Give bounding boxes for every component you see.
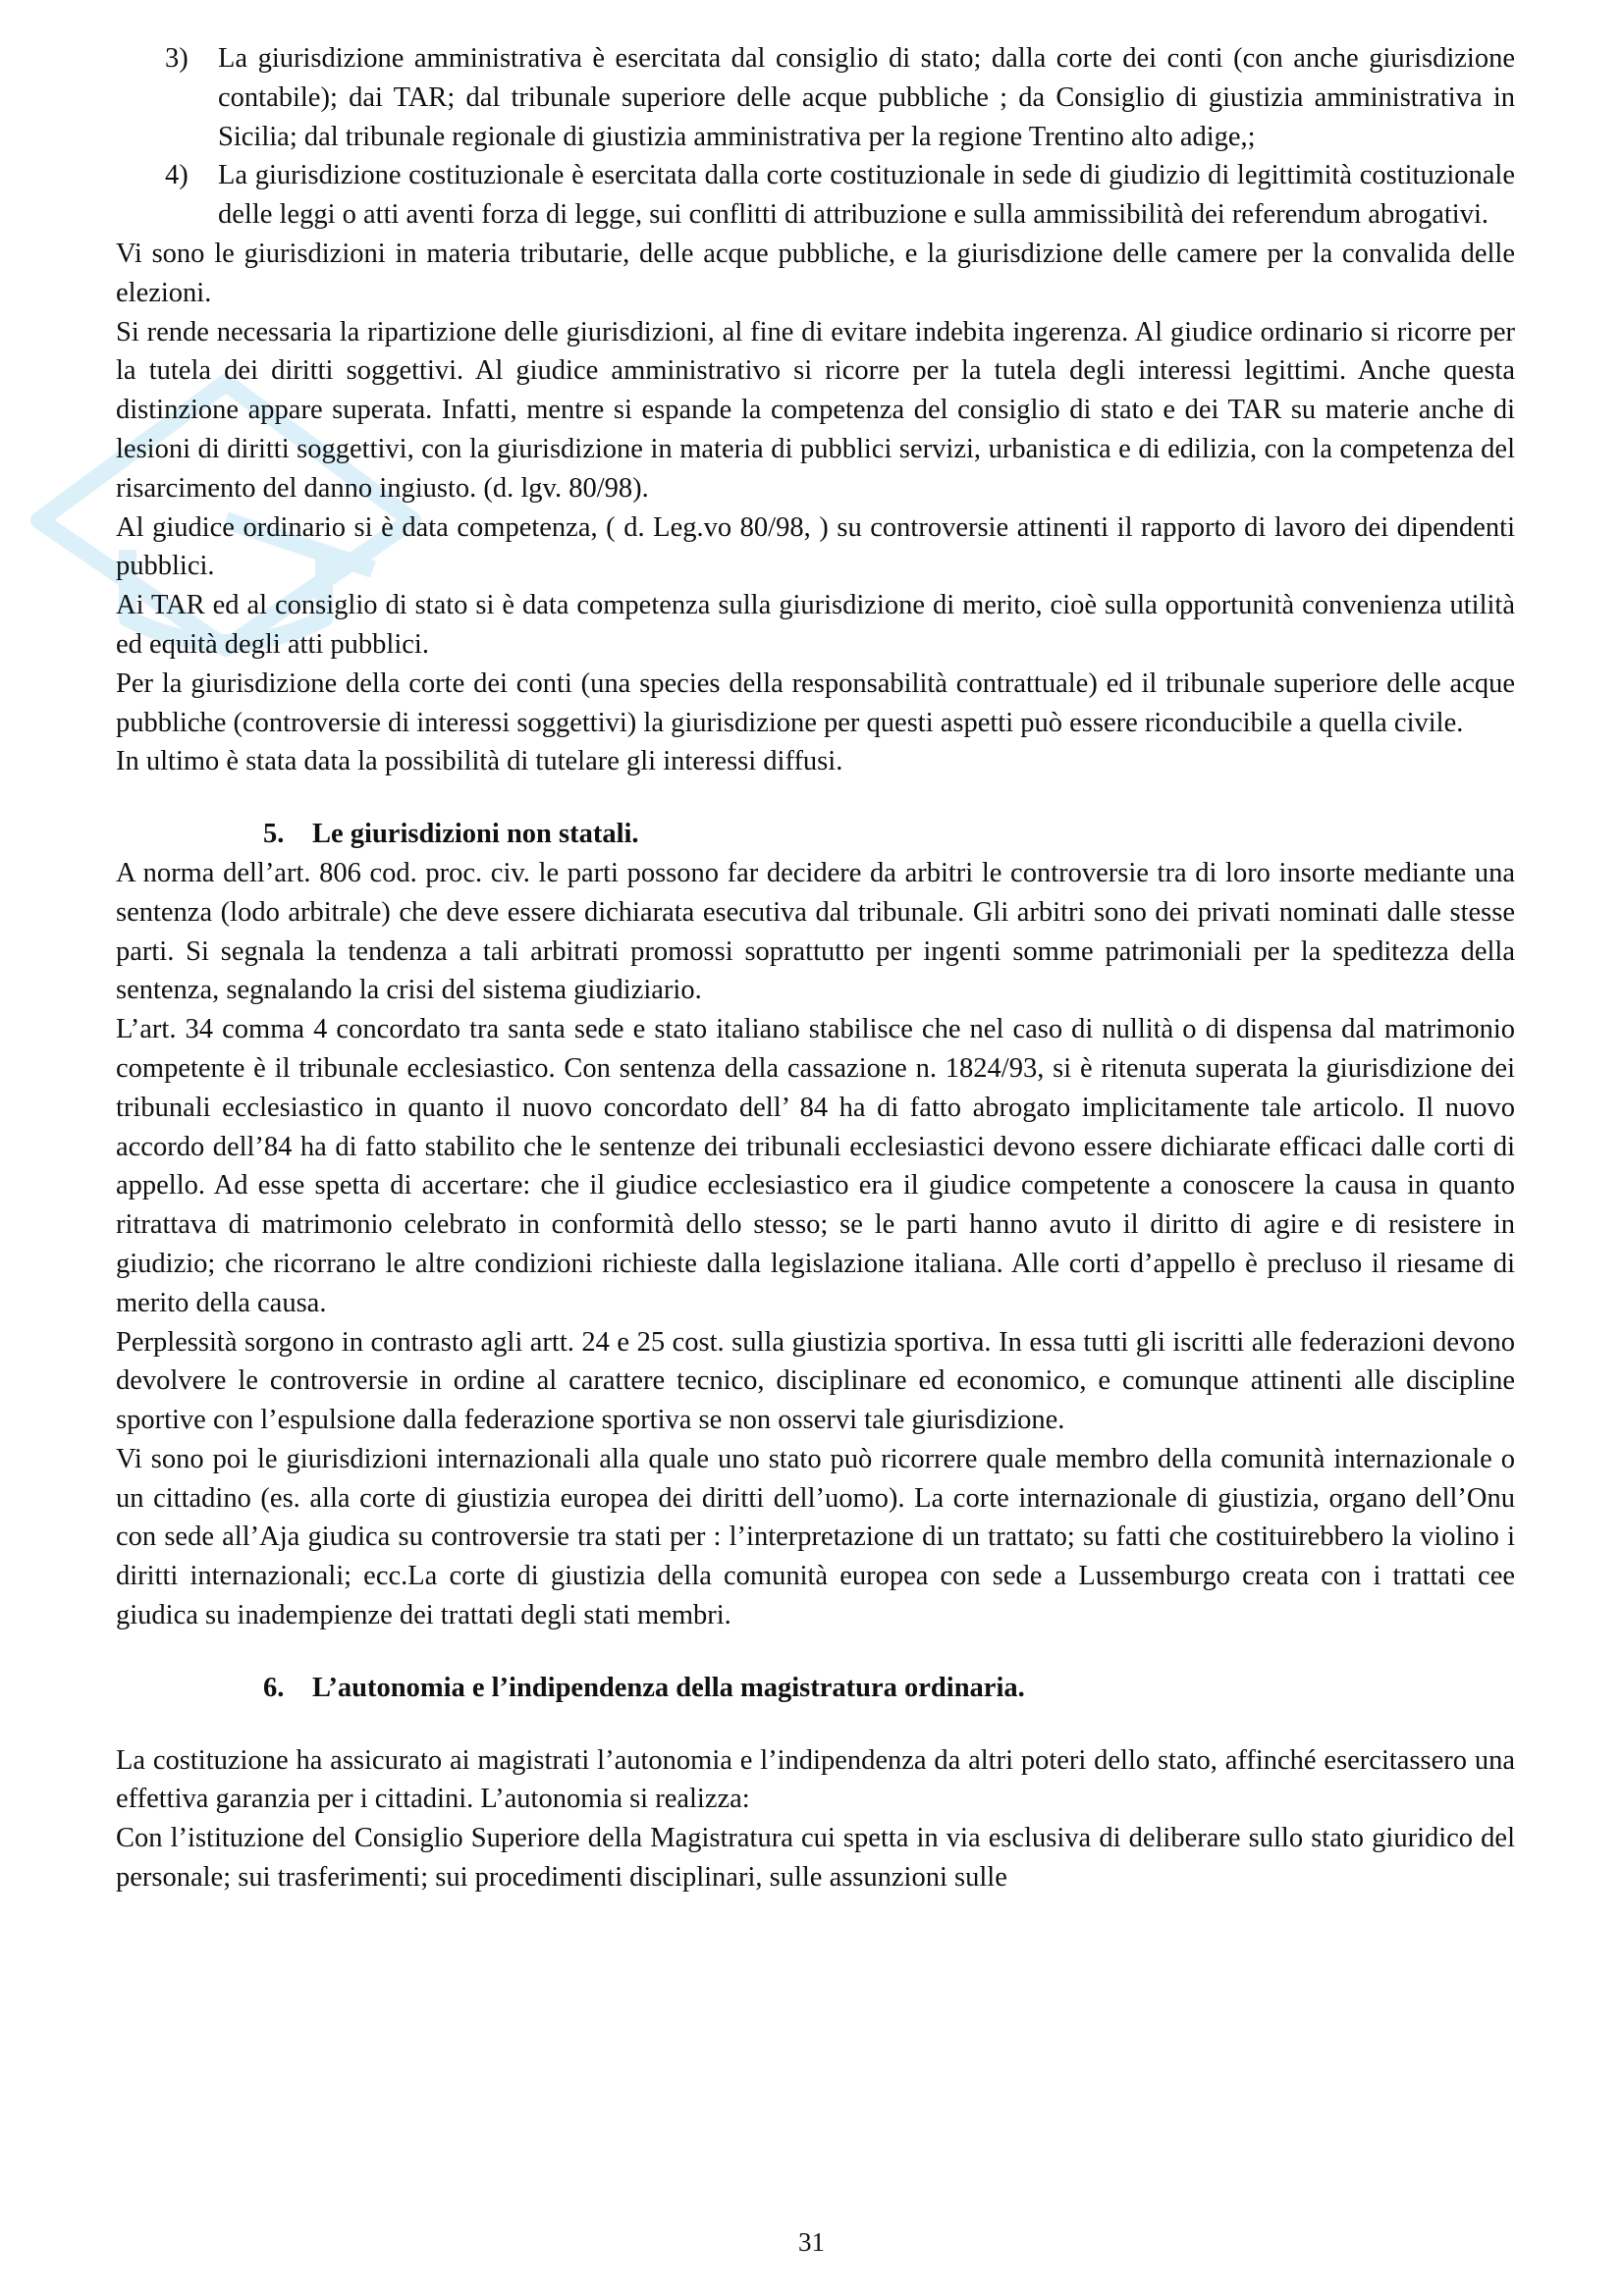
section-title: L’autonomia e l’indipendenza della magistratura ordinaria.: [312, 1672, 1025, 1703]
list-number: 4): [165, 160, 189, 191]
paragraph: In ultimo è stata data la possibilità di tutelare gli interessi diffusi.: [116, 746, 843, 777]
paragraph: Ai TAR ed al consiglio di stato si è data competenza sulla giurisdizione di merito, cioè sulla opportunità convenienza utilità ed equità degli atti pubblici.: [116, 590, 1515, 660]
section-heading: [116, 815, 1515, 854]
paragraph: Vi sono poi le giurisdizioni internazionali alla quale uno stato può ricorrere quale membro della comunità internazionale o un cittadino (es. alla corte di giustizia europea dei diritti dell’uomo). La corte internazionale di giustizia, organo dell’Onu con sede all’Aja giudica su controversie tra stati per : l’interpretazione di un trattato; su fatti che costituirebbero la violino i diritti internazionali; ecc.La corte di giustizia della comunità europea con sede a Lussemburgo creata con i trattati cee giudica su inadempienze dei trattati degli stati membri.: [116, 1443, 1515, 1631]
section-number: 6.: [263, 1672, 285, 1703]
paragraph: Per la giurisdizione della corte dei conti (una species della responsabilità contrattuale) ed il tribunale superiore delle acque pubbliche (controversie di interessi soggettivi) la giurisdizione per questi aspetti può essere riconducibile a quella civile.: [116, 667, 1515, 738]
section-title: Le giurisdizioni non statali.: [312, 819, 639, 850]
list-item: [116, 156, 1515, 235]
page-content: [116, 39, 1515, 1897]
section-heading: [116, 1669, 1515, 1708]
list-item: [116, 39, 1515, 156]
paragraph: L’art. 34 comma 4 concordato tra santa sede e stato italiano stabilisce che nel caso di nullità o di dispensa dal matrimonio competente è il tribunale ecclesiastico. Con sentenza della cassazione n. 1824/93, si è ritenuta superata la giurisdizione dei tribunali ecclesiastico in quanto il nuovo concordato dell’ 84 ha di fatto abrogato implicitamente tale articolo. Il nuovo accordo dell’84 ha di fatto stabilito che le sentenze dei tribunali ecclesiastici devono essere dichiarate efficaci dalle corti di appello. Ad esse spetta di accertare: che il giudice ecclesiastico era il giudice competente a conoscere la causa in quanto ritrattava di matrimonio celebrato in conformità dello stesso; se le parti hanno avuto il diritto di agire e di resistere in giudizio; che ricorrano le altre condizioni richieste dalla legislazione italiana. Alle corti d’appello è precluso il riesame di merito della causa.: [116, 1014, 1515, 1318]
list-number: 3): [165, 43, 189, 74]
paragraph: A norma dell’art. 806 cod. proc. civ. le parti possono far decidere da arbitri le controversie tra di loro insorte mediante una sentenza (lodo arbitrale) che deve essere dichiarata esecutiva dal tribunale. Gli arbitri sono dei privati nominati dalle stesse parti. Si segnala la tendenza a tali arbitrati promossi soprattutto per ingenti somme patrimoniali per la speditezza della sentenza, segnalando la crisi del sistema giudiziario.: [116, 857, 1515, 1006]
paragraph: Al giudice ordinario si è data competenza, ( d. Leg.vo 80/98, ) su controversie attinenti il rapporto di lavoro dei dipendenti pubblici.: [116, 511, 1515, 582]
paragraph: Si rende necessaria la ripartizione delle giurisdizioni, al fine di evitare indebita ingerenza. Al giudice ordinario si ricorre per la tutela dei diritti soggettivi. Al giudice amministrativo si ricorre per la tutela degli interessi legittimi. Anche questa distinzione appare superata. Infatti, mentre si espande la competenza del consiglio di stato e dei TAR su materie anche di lesioni di diritti soggettivi, con la giurisdizione in materia di pubblici servizi, urbanistica e di edilizia, con la competenza del risarcimento del danno ingiusto. (d. lgv. 80/98).: [116, 316, 1515, 504]
section-number: 5.: [263, 819, 285, 850]
page-number: 31: [798, 2227, 825, 2257]
paragraph: Perplessità sorgono in contrasto agli artt. 24 e 25 cost. sulla giustizia sportiva. In essa tutti gli iscritti alle federazioni devono devolvere le controversie in ordine al carattere tecnico, disciplinare ed economico, e comunque attinenti alle discipline sportive con l’espulsione dalla federazione sportiva se non osservi tale giurisdizione.: [116, 1326, 1515, 1436]
paragraph: Con l’istituzione del Consiglio Superiore della Magistratura cui spetta in via esclusiva di deliberare sullo stato giuridico del personale; sui trasferimenti; sui procedimenti disciplinari, sulle assunzioni sulle: [116, 1823, 1515, 1894]
list-item-text: La giurisdizione costituzionale è esercitata dalla corte costituzionale in sede di giudizio di legittimità costituzionale delle leggi o atti aventi forza di legge, sui conflitti di attribuzione e sulla ammissibilità dei referendum abrogativi.: [218, 160, 1515, 231]
paragraph: La costituzione ha assicurato ai magistrati l’autonomia e l’indipendenza da altri poteri dello stato, affinché esercitassero una effettiva garanzia per i cittadini. L’autonomia si realizza:: [116, 1744, 1515, 1815]
list-item-text: La giurisdizione amministrativa è esercitata dal consiglio di stato; dalla corte dei conti (con anche giurisdizione contabile); dai TAR; dal tribunale superiore delle acque pubbliche ; da Consiglio di giustizia amministrativa in Sicilia; dal tribunale regionale di giustizia amministrativa per la regione Trentino alto adige,;: [218, 43, 1515, 152]
paragraph: Vi sono le giurisdizioni in materia tributarie, delle acque pubbliche, e la giurisdizione delle camere per la convalida delle elezioni.: [116, 238, 1515, 308]
